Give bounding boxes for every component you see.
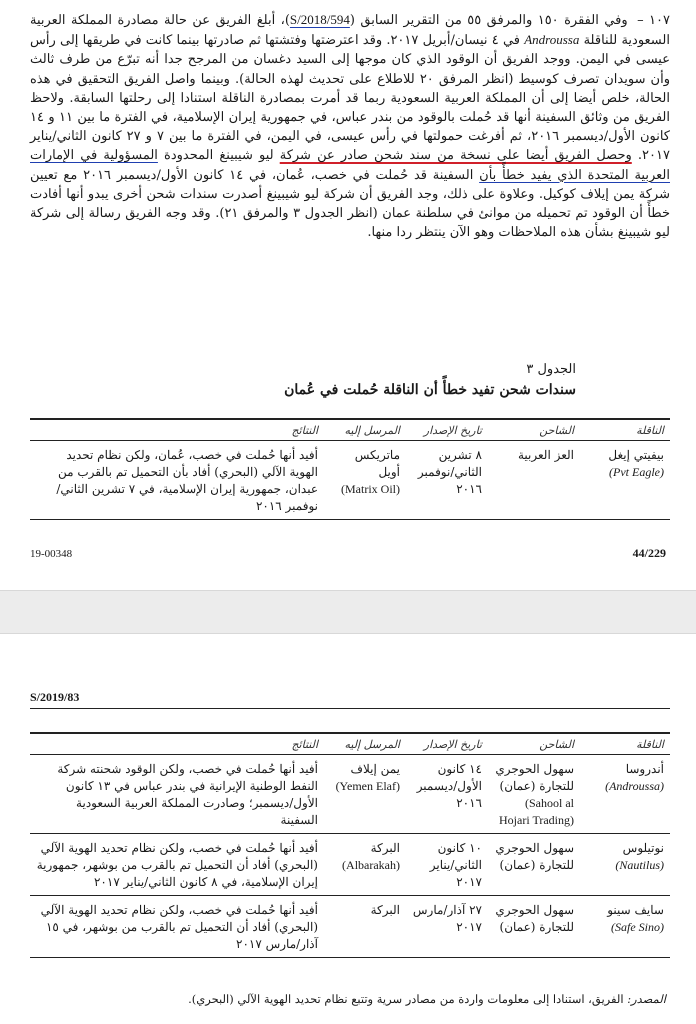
table-row <box>30 441 670 520</box>
cell-date: ٨ تشرين الثاني/نوفمبر ٢٠١٦ <box>406 441 488 520</box>
cell-consignee <box>324 755 406 834</box>
source-label: المصدر: <box>627 992 666 1006</box>
table-row <box>30 834 670 896</box>
column-header-consignee: المرسل إليه <box>324 733 406 755</box>
cell-vessel <box>580 441 670 520</box>
document-page-45 <box>0 634 696 1024</box>
consignee-name-en: (Matrix Oil) <box>341 482 400 496</box>
column-header-results: النتائج <box>30 419 324 441</box>
vessel-name-ar: نوتيلوس <box>622 841 664 855</box>
document-symbol: S/2019/83 <box>30 690 80 704</box>
consignee-name-ar: يمن إيلاف <box>350 762 400 776</box>
cell-consignee <box>324 441 406 520</box>
paragraph-text: )، أبلغ الفريق عن حالة مصادرة المملكة العربية السعودية للناقلة <box>30 13 670 49</box>
vessel-name-en: (Androussa) <box>605 779 664 793</box>
cell-vessel <box>580 896 670 958</box>
cell-result: أفيد أنها حُملت في خصب، ولكن الوقود شحنته شركة النفط الوطنية الإيرانية في بندر عباس في ١٣ كانون الأول/ديسمبر؛ وصادرت المملكة العربية السعودية السفينة <box>30 755 324 834</box>
consignee-name-ar: ماتريكس أويل <box>354 448 400 479</box>
cell-shipper: العز العربية <box>488 441 580 520</box>
cell-result: أفيد أنها حُملت في خصب، ولكن نظام تحديد الهوية الآلي (البحري) أفاد أن التحميل تم بالقرب من بوشهر، جمهورية إيران الإسلامية، في ٨ كانون الثاني/يناير ٢٠١٧ <box>30 834 324 896</box>
vessel-name-ar: أندروسا <box>625 762 664 776</box>
cell-shipper: سهول الحوجري للتجارة (عمان) <box>488 834 580 896</box>
document-code: 19-00348 <box>30 548 73 560</box>
vessel-name-en: (Nautilus) <box>615 858 664 872</box>
consignee-name-en: (Albarakah) <box>342 858 400 872</box>
paragraph-text: وفي الفقرة ١٥٠ والمرفق ٥٥ من التقرير السابق ( <box>349 13 628 28</box>
consignee-name-en: (Yemen Elaf) <box>335 779 400 793</box>
shipper-name-ar: سهول الحوجري للتجارة (عمان) <box>495 762 574 793</box>
cell-consignee <box>324 834 406 896</box>
paragraph-107 <box>30 10 670 242</box>
bills-of-lading-table <box>30 418 670 520</box>
column-header-consignee: المرسل إليه <box>324 419 406 441</box>
table-row <box>30 896 670 958</box>
paragraph-text: السفينة قد حُملت في خصب، عُمان، في ١٤ كانون الأول/ديسمبر ٢٠١٦ مع تعيين شركة يمن إيلاف كوكيل. وعلاوة على ذلك، وجد الفريق أن شركة ليو شيبينغ أصدرت سندات شحن أخرى يبدو أنها أفادت خطأً أن الوقود تم تحميله من موانئ في سلطنة عمان (انظر الجدول ٣ والمرفق ٢١). وقد وجه الفريق رسالة إلى شركة ليو شيبينغ بشأن هذه الملاحظات وهو الآن ينتظر ردا منها. <box>30 167 670 241</box>
cell-shipper: سهول الحوجري للتجارة (عمان) <box>488 896 580 958</box>
column-header-vessel: الناقلة <box>580 733 670 755</box>
cell-result: أفيد أنها حُملت في خصب، ولكن نظام تحديد الهوية الآلي (البحري) أفاد أن التحميل تم بالقرب من بوشهر، في ١٥ آذار/مارس ٢٠١٧ <box>30 896 324 958</box>
cell-vessel <box>580 834 670 896</box>
cell-shipper <box>488 755 580 834</box>
bills-of-lading-table-continued <box>30 732 670 958</box>
paragraph-number: ١٠٧ – <box>637 13 670 28</box>
consignee-name-ar: البركة <box>370 841 400 855</box>
cell-date: ٢٧ آذار/مارس ٢٠١٧ <box>406 896 488 958</box>
vessel-name-en: (Pvt Eagle) <box>609 465 664 479</box>
header-divider <box>30 708 670 709</box>
cell-result: أفيد أنها حُملت في خصب، عُمان، ولكن نظام تحديد الهوية الآلي (البحري) أفاد بأن التحميل تم بالقرب من عبدان، جمهورية إيران الإسلامية، في ٧ تشرين الثاني/نوفمبر ٢٠١٦ <box>30 441 324 520</box>
table-row <box>30 755 670 834</box>
column-header-results: النتائج <box>30 733 324 755</box>
table-header-row <box>30 419 670 441</box>
paragraph-text: ليو شيبينغ المحدودة <box>157 148 280 164</box>
vessel-name: Androussa <box>524 32 580 48</box>
document-reference-link[interactable]: S/2018/594 <box>289 12 350 27</box>
highlighted-text-blue: المسؤولية في الإمارات العربية المتحدة الذي يفيد خطأً بأن <box>30 148 670 183</box>
vessel-name-ar: سايف سينو <box>607 903 664 917</box>
column-header-date: تاريخ الإصدار <box>406 733 488 755</box>
column-header-date: تاريخ الإصدار <box>406 419 488 441</box>
shipper-name-en: (Sahool al Hojari Trading) <box>499 796 574 827</box>
column-header-shipper: الشاحن <box>488 733 580 755</box>
table-title: سندات شحن تفيد خطأً أن الناقلة حُملت في عُمان <box>284 382 576 398</box>
table-source-note <box>106 992 666 1006</box>
paragraph-text: في ٤ نيسان/أبريل ٢٠١٧. وقد اعترضتها وفتشتها ثم صادرتها بينما كانت في طريقها إلى رأس عيسى في اليمن. ووجد الفريق أن الوقود الذي كان موجها إلى السيد دغسان من المرجح جدا أنه تبرّع من طرف ثالث وأن سويدان تصرف كوسيط (انظر المرفق ٢٠ للاطلاع على تحديث لهذه الحالة). وبينما واصل الفريق التحقيق في هذه الحالة، خلص أيضا إلى أن المملكة العربية السعودية ربما قد أمرت بمصادرة الناقلة استنادا إلى رحلتها السابقة. ولاحظ الفريق من وثائق السفينة أنها قد حُملت بالوقود من بندر عباس، في جمهورية إيران الإسلامية، في الفترة ما بين ١١ و ١٤ كانون الأول/ديسمبر ٢٠١٦، ثم أفرغت حمولتها في رأس عيسى، في اليمن، في الفترة ما بين ٧ و ٢٧ كانون الثاني/يناير ٢٠١٧. <box>30 33 670 164</box>
column-header-vessel: الناقلة <box>580 419 670 441</box>
table-label: الجدول ٣ <box>526 362 576 377</box>
page-separator <box>0 590 696 634</box>
highlighted-text-red: وحصل الفريق أيضا على نسخة من سند شحن صادر عن شركة <box>279 148 632 164</box>
vessel-name-en: (Safe Sino) <box>611 920 664 934</box>
cell-date: ١٤ كانون الأول/ديسمبر ٢٠١٦ <box>406 755 488 834</box>
vessel-name-ar: بيفيتي إيغل <box>608 448 664 462</box>
page-number: 44/229 <box>632 546 666 560</box>
column-header-shipper: الشاحن <box>488 419 580 441</box>
cell-date: ١٠ كانون الثاني/يناير ٢٠١٧ <box>406 834 488 896</box>
table-header-row <box>30 733 670 755</box>
cell-vessel <box>580 755 670 834</box>
source-text: الفريق، استنادا إلى معلومات واردة من مصادر سرية وتتبع نظام تحديد الهوية الآلي (البحري). <box>188 992 624 1006</box>
cell-consignee: البركة <box>324 896 406 958</box>
